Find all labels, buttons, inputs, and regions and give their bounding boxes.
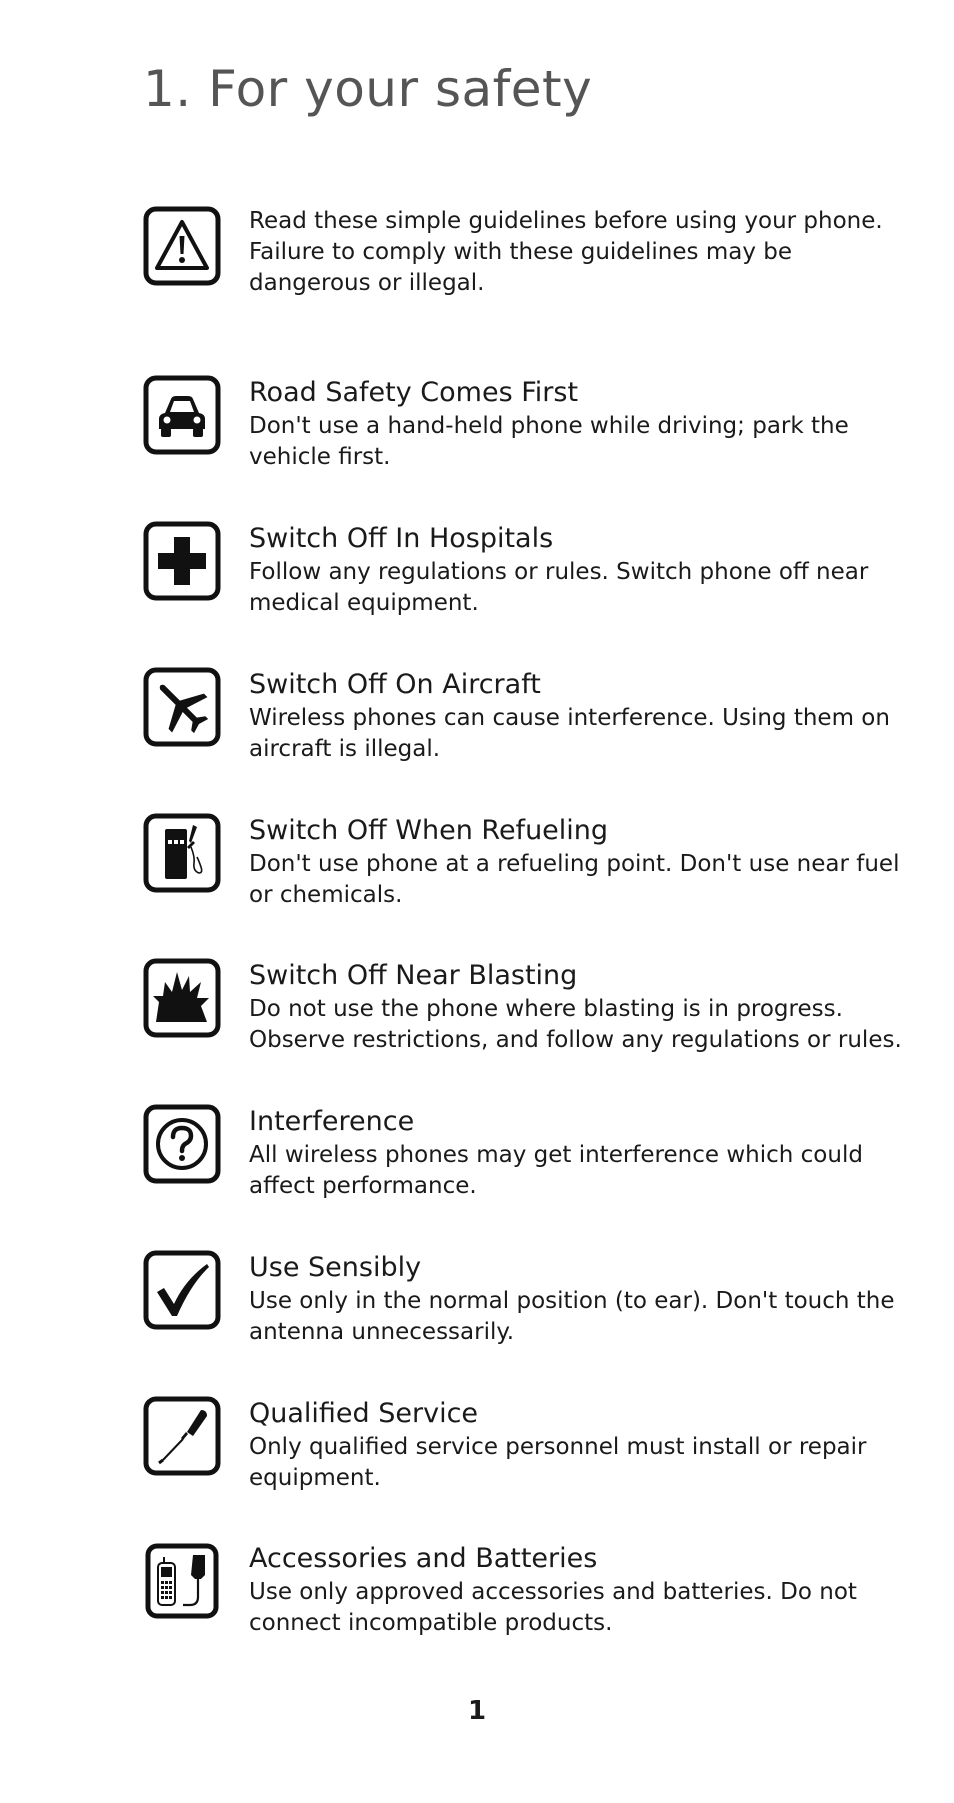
warning-triangle-icon [143, 206, 221, 286]
blasting-icon [143, 958, 221, 1038]
item-text: Only qualified service personnel must install or repair equipment. [249, 1434, 867, 1491]
item-text: Wireless phones can cause interference. Using them on aircraft is illegal. [249, 705, 890, 762]
aircraft-icon [143, 667, 221, 747]
item-text: Use only in the normal position (to ear). Don't touch the antenna unnecessarily. [249, 1288, 895, 1345]
intro-text: Read these simple guidelines before using your phone. Failure to comply with these guidelines may be dangerous or illegal. [249, 208, 883, 296]
item-title: Road Safety Comes First [249, 377, 579, 408]
item-title: Accessories and Batteries [249, 1543, 598, 1574]
item-title: Switch Off Near Blasting [249, 960, 578, 991]
item-title: Qualified Service [249, 1398, 479, 1429]
phone-charger-icon [143, 1541, 221, 1621]
item-title: Switch Off When Refueling [249, 815, 609, 846]
page-title: 1. For your safety [143, 60, 593, 118]
item-text: Don't use a hand-held phone while driving; park the vehicle first. [249, 413, 849, 470]
item-title: Interference [249, 1106, 415, 1137]
item-text: Do not use the phone where blasting is in progress. Observe restrictions, and follow any regulations or rules. [249, 996, 902, 1053]
item-text: Use only approved accessories and batteries. Do not connect incompatible products. [249, 1579, 857, 1636]
screwdriver-icon [143, 1396, 221, 1476]
item-title: Switch Off On Aircraft [249, 669, 541, 700]
fuel-pump-icon [143, 813, 221, 893]
item-text: Don't use phone at a refueling point. Don't use near fuel or chemicals. [249, 851, 900, 908]
item-title: Use Sensibly [249, 1252, 422, 1283]
item-title: Switch Off In Hospitals [249, 523, 554, 554]
checkmark-icon [143, 1250, 221, 1330]
item-text: All wireless phones may get interference which could affect performance. [249, 1142, 863, 1199]
hospital-cross-icon [143, 521, 221, 601]
question-mark-icon [143, 1104, 221, 1184]
item-text: Follow any regulations or rules. Switch phone off near medical equipment. [249, 559, 869, 616]
intro-section [143, 206, 903, 306]
page-number: 1 [467, 1696, 487, 1726]
car-icon [143, 375, 221, 455]
